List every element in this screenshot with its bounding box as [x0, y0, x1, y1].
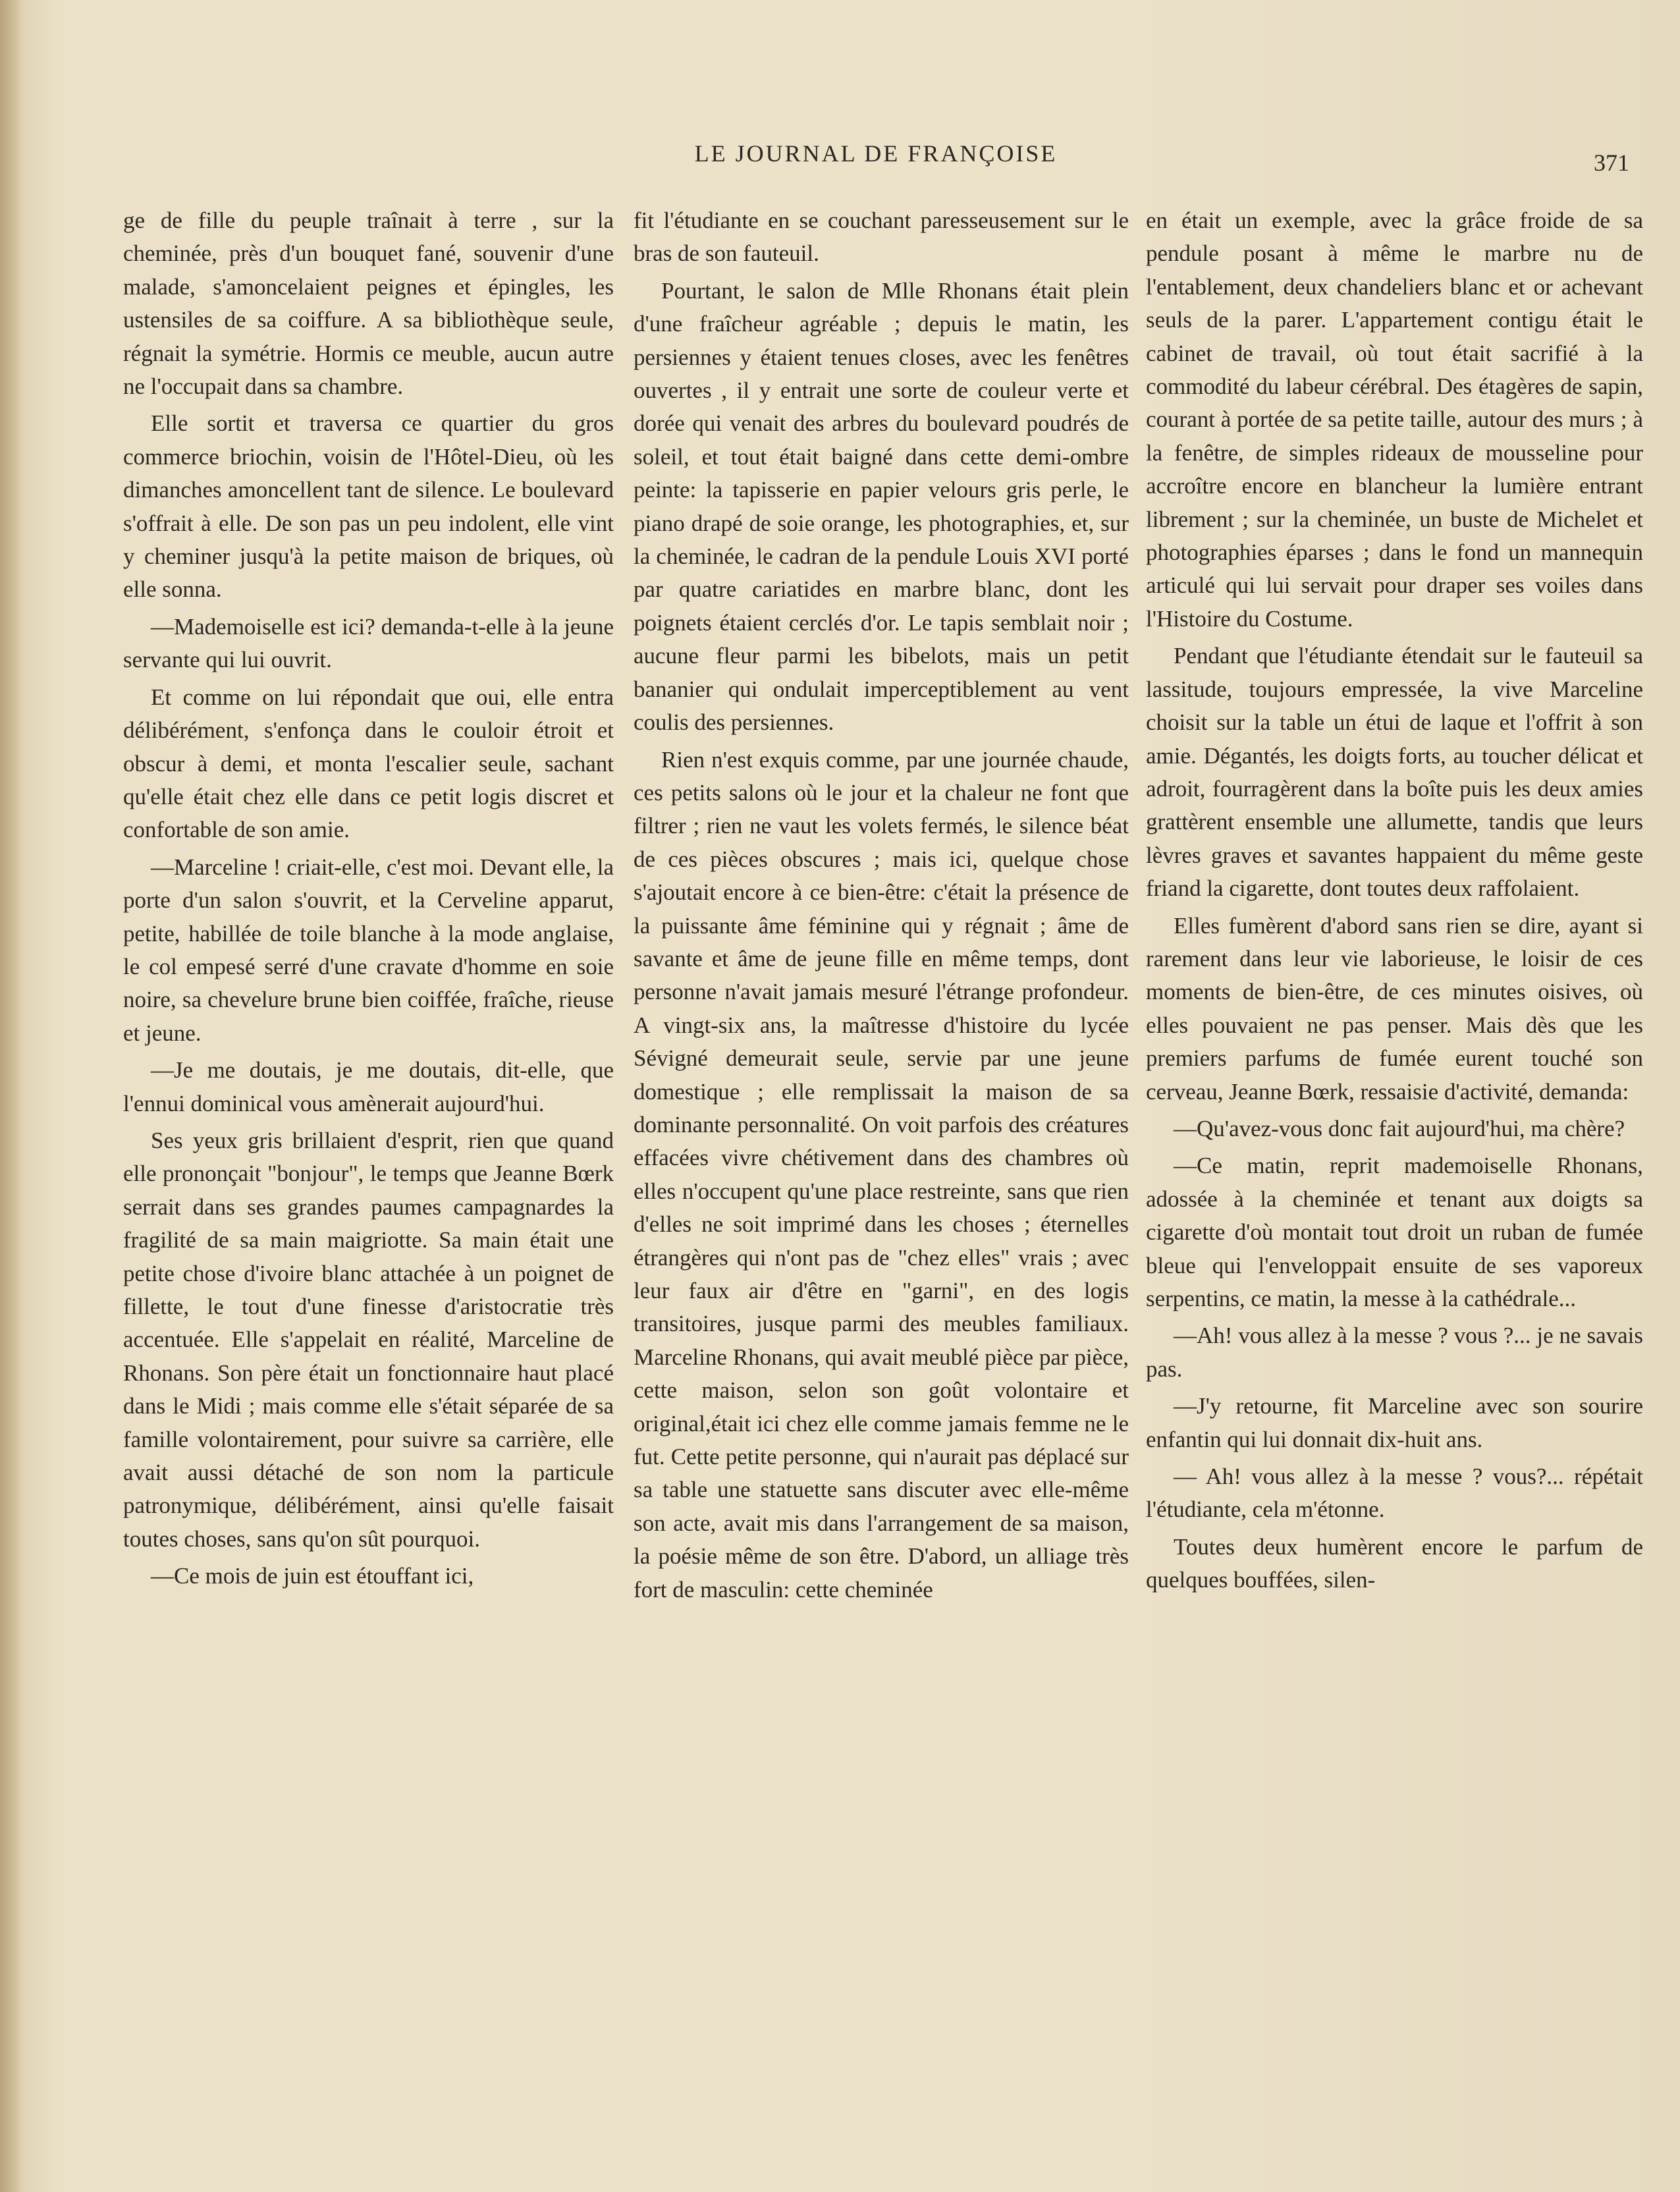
- paragraph: Pourtant, le salon de Mlle Rhonans était plein d'une fraîcheur agréable ; depuis le matin, les persiennes y étaient tenues closes, avec les fenêtres ouvertes , il y entrait une sorte de couleur verte et dorée qui venait des arbres du boulevard poudrés de soleil, et tout était baigné dans cette demi-ombre peinte: la tapisserie en papier velours gris perle, le piano drapé de soie orange, les photographies, et, sur la cheminée, le cadran de la pendule Louis XVI porté par quatre cariatides en marbre blanc, dont les poignets étaient cerclés d'or. Le tapis semblait noir ; aucune fleur parmi les bibelots, mais un petit bananier qui ondulait imperceptiblement au vent coulis des persiennes.: [634, 277, 1129, 736]
- running-title: LE JOURNAL DE FRANÇOISE: [694, 140, 1058, 167]
- text-column-2: [634, 204, 1129, 2174]
- binding-shadow: [0, 0, 20, 2192]
- paragraph: Toutes deux humèrent encore le parfum de quelques bouffées, silen-: [1146, 1533, 1643, 1593]
- paragraph: Rien n'est exquis comme, par une journée chaude, ces petits salons où le jour et la chaleur ne font que filtrer ; rien ne vaut les volets fermés, le silence béat de ces pièces obscures ; mais ici, quelque chose s'ajoutait encore à ce bien-être: c'était la présence de la puissante âme féminine qui y régnait ; âme de savante et âme de jeune fille en même temps, dont personne n'avait jamais mesuré l'étrange profondeur. A vingt-six ans, la maîtresse d'histoire du lycée Sévigné demeurait seule, servie par une jeune domestique ; elle remplissait la maison de sa dominante personnalité. On voit parfois des créatures effacées vivre chétivement dans des chambres où elles n'occupent qu'une place restreinte, sans que rien d'elles ne soit imprimé dans les choses ; éternelles étrangères qui n'ont pas de "chez elles" vrais ; avec leur faux air d'être en "garni", en des logis transitoires, jusque parmi des meubles familiaux. Marceline Rhonans, qui avait meublé pièce par pièce, cette maison, selon son goût volontaire et original,était ici chez elle comme jamais femme ne le fut. Cette petite personne, qui n'aurait pas déplacé sur sa table une statuette sans discuter avec elle-même son acte, avait mis dans l'arrangement de sa maison, la poésie même de son être. D'abord, un alliage très fort de masculin: cette cheminée: [634, 746, 1129, 1603]
- paragraph: —Ce mois de juin est étouffant ici,: [151, 1563, 474, 1589]
- paragraph: —Qu'avez-vous donc fait aujourd'hui, ma chère?: [1174, 1115, 1625, 1141]
- paragraph: —Marceline ! criait-elle, c'est moi. Devant elle, la porte d'un salon s'ouvrit, et la Cerveline apparut, petite, habillée de toile blanche à la mode anglaise, le col empesé serré d'une cravate d'homme en soie noire, sa chevelure brune bien coiffée, fraîche, rieuse et jeune.: [123, 854, 614, 1046]
- paragraph: — Ah! vous allez à la messe ? vous?... répétait l'étudiante, cela m'étonne.: [1146, 1464, 1643, 1523]
- text-column-1: [123, 204, 614, 2174]
- paragraph: —Mademoiselle est ici? demanda-t-elle à la jeune servante qui lui ouvrit.: [123, 613, 614, 673]
- paragraph: en était un exemple, avec la grâce froide de sa pendule posant à même le marbre nu de l'entablement, deux chandeliers blanc et or achevant seuls de la parer. L'appartement contigu était le cabinet de travail, où tout était sacrifié à la commodité du labeur cérébral. Des étagères de sapin, courant à portée de sa petite taille, autour des murs ; à la fenêtre, de simples rideaux de mousseline pour accroître encore en blancheur la lumière entrant librement ; sur la cheminée, un buste de Michelet et photographies éparses ; dans le fond un mannequin articulé qui lui servait pour draper ses voiles dans l'Histoire du Costume.: [1146, 207, 1643, 632]
- page-number: 371: [1594, 150, 1629, 176]
- paragraph: —Je me doutais, je me doutais, dit-elle, que l'ennui dominical vous amènerait aujourd'hui.: [123, 1057, 614, 1116]
- paragraph: ge de fille du peuple traînait à terre , sur la cheminée, près d'un bouquet fané, souvenir d'une malade, s'amoncelaient peignes et épingles, les ustensiles de sa coiffure. A sa bibliothèque seule, régnait la symétrie. Hormis ce meuble, aucun autre ne l'occupait dans sa chambre.: [123, 207, 614, 400]
- paragraph: Elles fumèrent d'abord sans rien se dire, ayant si rarement dans leur vie laborieuse, le loisir de ces moments de bien-être, de ces minutes oisives, où elles pouvaient ne pas penser. Mais dès que les premiers parfums de fumée eurent touché son cerveau, Jeanne Bœrk, ressaisie d'activité, demanda:: [1146, 912, 1643, 1105]
- paragraph: fit l'étudiante en se couchant paresseusement sur le bras de son fauteuil.: [634, 207, 1129, 267]
- paragraph: Pendant que l'étudiante étendait sur le fauteuil sa lassitude, toujours empressée, la vive Marceline choisit sur la table un étui de laque et l'offrit à son amie. Dégantés, les doigts forts, au toucher délicat et adroit, fourragèrent dans la boîte puis les deux amies grattèrent ensemble une allumette, tandis que leurs lèvres graves et savantes happaient du même geste friand la cigarette, dont toutes deux raffolaient.: [1146, 643, 1643, 902]
- page-header: [0, 140, 1680, 176]
- paragraph: Elle sortit et traversa ce quartier du gros commerce briochin, voisin de l'Hôtel-Dieu, où les dimanches amoncellent tant de silence. Le boulevard s'offrait à elle. De son pas un peu indolent, elle vint y cheminer jusqu'à la petite maison de briques, où elle sonna.: [123, 410, 614, 603]
- paragraph: —J'y retourne, fit Marceline avec son sourire enfantin qui lui donnait dix-huit ans.: [1146, 1393, 1643, 1452]
- paragraph: Ses yeux gris brillaient d'esprit, rien que quand elle prononçait "bonjour", le temps que Jeanne Bœrk serrait dans ses grandes paumes campagnardes la fragilité de sa main maigriotte. Sa main était une petite chose d'ivoire blanc attachée à un poignet de fillette, le tout d'une finesse d'aristocratie très accentuée. Elle s'appelait en réalité, Marceline de Rhonans. Son père était un fonctionnaire haut placé dans le Midi ; mais comme elle s'était séparée de sa famille volontairement, pour suivre sa carrière, elle avait aussi détaché de son nom la particule patronymique, délibérément, ainsi qu'elle faisait toutes choses, sans qu'on sût pourquoi.: [123, 1127, 614, 1552]
- paragraph: Et comme on lui répondait que oui, elle entra délibérément, s'enfonça dans le couloir étroit et obscur à demi, et monta l'escalier seule, sachant qu'elle était chez elle dans ce petit logis discret et confortable de son amie.: [123, 684, 614, 843]
- paragraph: —Ah! vous allez à la messe ? vous ?... je ne savais pas.: [1146, 1323, 1643, 1382]
- paragraph: —Ce matin, reprit mademoiselle Rhonans, adossée à la cheminée et tenant aux doigts sa cigarette d'où montait tout droit un ruban de fumée bleue qui l'enveloppait ensuite de ses vaporeux serpentins, ce matin, la messe à la cathédrale...: [1146, 1153, 1643, 1311]
- text-column-3: [1146, 204, 1643, 2174]
